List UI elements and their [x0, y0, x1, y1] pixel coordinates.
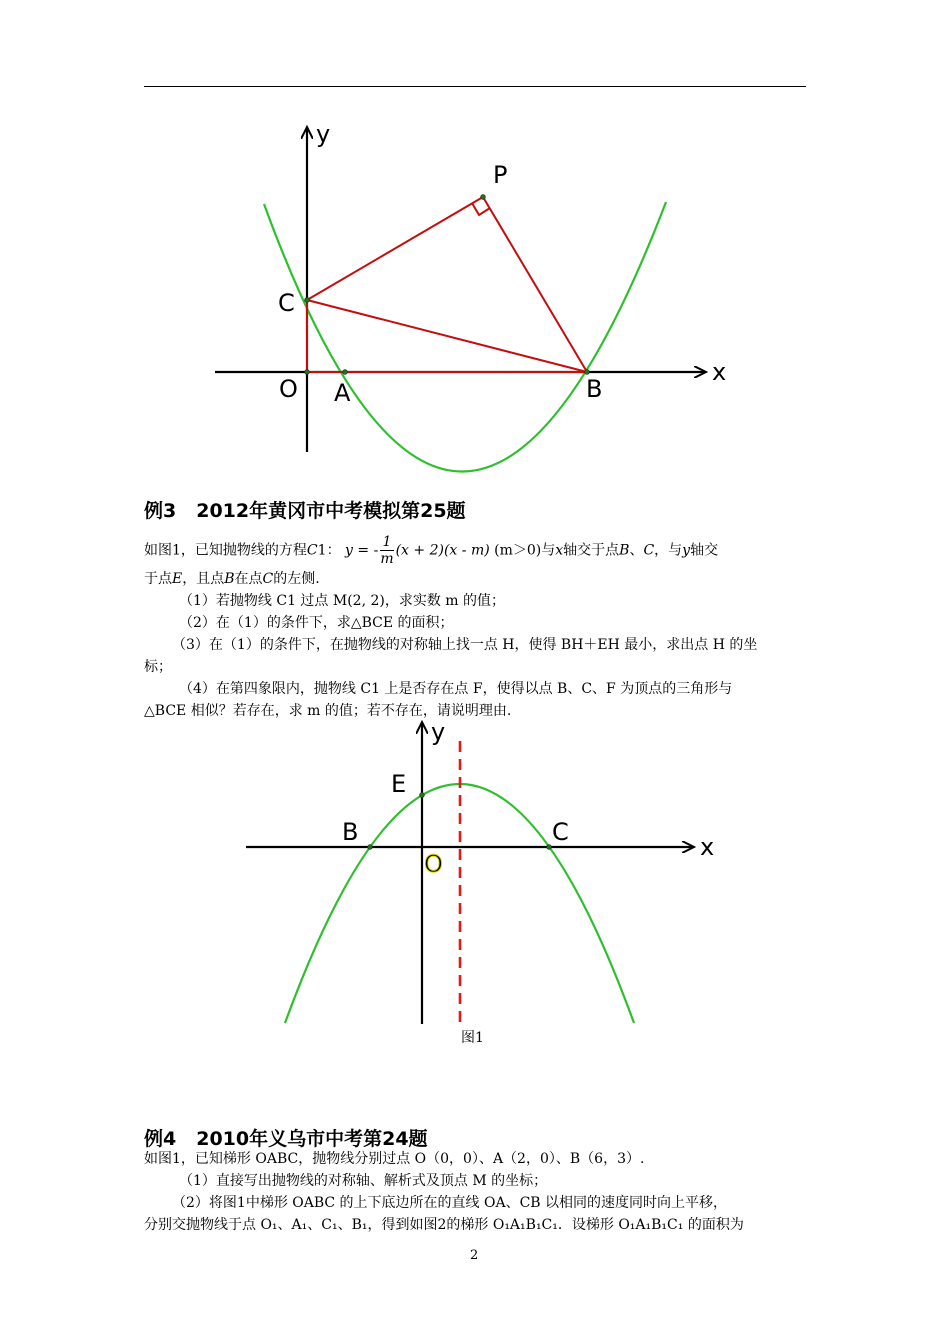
- colon: ：: [326, 542, 341, 559]
- label-b: B: [342, 818, 359, 846]
- example-3-heading: [144, 496, 466, 523]
- point-b: [368, 845, 373, 850]
- fraction-numerator: 1: [380, 534, 393, 551]
- label-x: x: [712, 358, 727, 386]
- question-1: （1）若抛物线 C1 过点 M(2, 2)，求实数 m 的值；: [179, 593, 506, 609]
- figure-top: [0, 0, 950, 480]
- question-3-line2: 标；: [144, 659, 172, 675]
- figure-caption: 图1: [461, 1030, 484, 1046]
- formula-eq: = -: [352, 542, 379, 559]
- point-b: [585, 370, 590, 375]
- example-4-line3: （2）将图1中梯形 OABC 的上下底边所在的直线 OA、CB 以相同的速度同时向上平移，: [172, 1195, 728, 1211]
- figure-mid: [0, 700, 950, 1040]
- line2-d: 的左侧.: [273, 571, 320, 587]
- intro-text-2: 轴交于点: [563, 542, 620, 559]
- question-2: （2）在（1）的条件下，求△BCE 的面积；: [179, 615, 454, 631]
- example-3-title: 2012年黄冈市中考模拟第25题: [196, 500, 466, 522]
- label-o: O: [279, 375, 298, 403]
- question-3-line1: （3）在（1）的条件下，在抛物线的对称轴上找一点 H，使得 BH＋EH 最小，求出点 H 的坐: [172, 637, 758, 653]
- x-var: x: [555, 542, 564, 559]
- label-a: A: [334, 379, 351, 407]
- label-x: x: [700, 833, 715, 861]
- separator: 、: [629, 542, 644, 559]
- example-3-intro-line1: [144, 534, 718, 567]
- point-p: [481, 195, 486, 200]
- example-3-intro-line2: [144, 570, 320, 588]
- point-b-var: B: [619, 542, 630, 559]
- example-3-number: 例3: [144, 500, 177, 522]
- example-4-number: 例4: [144, 1128, 177, 1150]
- example-4-title: 2010年义乌市中考第24题: [196, 1128, 428, 1150]
- curve-name: C: [306, 542, 318, 559]
- parabola: [264, 202, 666, 472]
- intro-text: 如图1，已知抛物线的方程: [144, 542, 307, 559]
- label-c: C: [552, 818, 569, 846]
- point-e-var: E: [172, 571, 183, 587]
- segment-pb: [483, 197, 587, 372]
- example-4-line2: （1）直接写出抛物线的对称轴、解析式及顶点 M 的坐标；: [179, 1173, 548, 1189]
- segment-cp: [307, 197, 483, 300]
- intro-text-4: 轴交: [690, 542, 719, 559]
- example-4-line4: 分别交抛物线于点 O₁、A₁、C₁、B₁，得到如图2的梯形 O₁A₁B₁C₁．设梯形 O₁A₁B₁C₁ 的面积为: [144, 1217, 744, 1233]
- formula-rest: (x + 2)(x - m): [395, 542, 490, 559]
- point-c: [547, 845, 552, 850]
- point-c: [305, 298, 310, 303]
- label-y: y: [316, 120, 331, 148]
- label-e: E: [391, 770, 407, 798]
- curve-name-sub: 1: [317, 542, 327, 559]
- label-o: O: [424, 850, 443, 878]
- label-c: C: [278, 289, 295, 317]
- question-4-line1: （4）在第四象限内，抛物线 C1 上是否存在点 F，使得以点 B、C、F 为顶点的三角形与: [179, 681, 733, 697]
- segment-cb: [307, 300, 587, 372]
- formula-y: y: [345, 542, 353, 559]
- point-b-var-2: B: [224, 571, 235, 587]
- formula-condition: (m＞0)与: [489, 542, 556, 559]
- line2-c: 在点: [234, 571, 263, 587]
- label-b: B: [586, 375, 603, 403]
- page-number: 2: [470, 1248, 479, 1263]
- example-4-line1: 如图1，已知梯形 OABC，抛物线分别过点 O（0，0）、A（2，0）、B（6，3）.: [144, 1151, 645, 1167]
- line2-b: ，且点: [182, 571, 225, 587]
- point-o: [305, 370, 310, 375]
- y-var: y: [682, 542, 691, 559]
- line2-a: 于点: [144, 571, 172, 587]
- intro-text-3: ，与: [654, 542, 683, 559]
- label-p: P: [493, 161, 508, 189]
- formula-fraction: [380, 534, 393, 567]
- label-y: y: [431, 718, 446, 746]
- point-e: [420, 793, 425, 798]
- fraction-denominator: m: [380, 551, 394, 567]
- example-4-heading: [144, 1124, 428, 1151]
- point-c-var-2: C: [262, 571, 274, 587]
- question-4-line2: △BCE 相似？若存在，求 m 的值；若不存在，请说明理由.: [144, 703, 512, 719]
- point-a: [343, 370, 348, 375]
- point-c-var: C: [643, 542, 655, 559]
